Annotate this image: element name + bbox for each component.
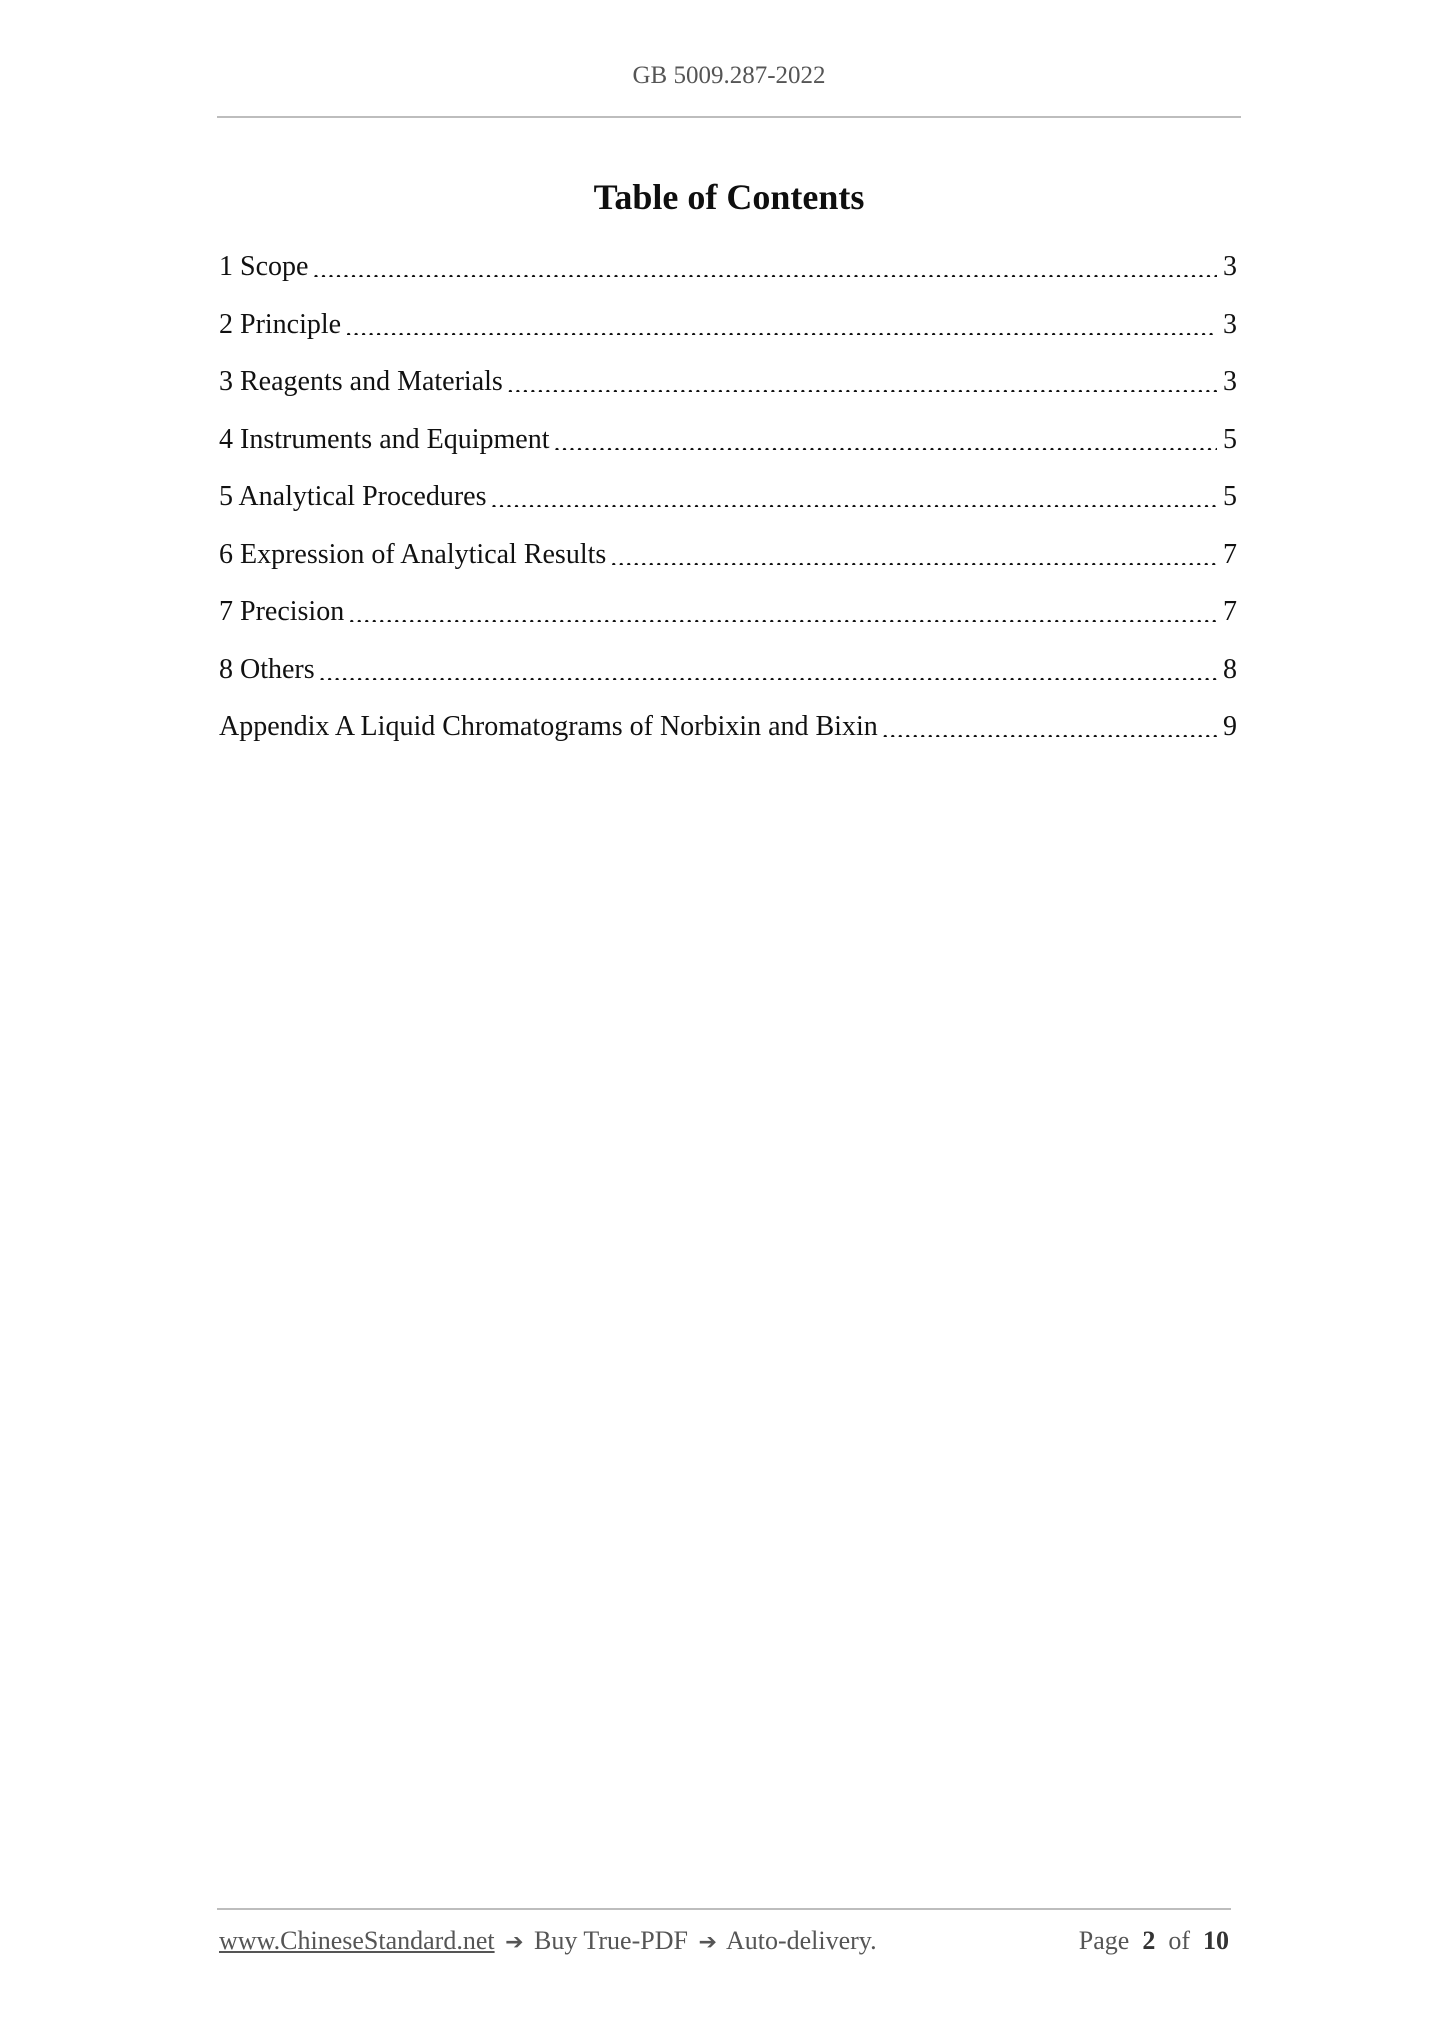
right-arrow-icon: ➔ [698,1930,717,1955]
toc-page-number: 8 [1223,653,1237,685]
toc-title: Table of Contents [593,177,865,217]
right-arrow-icon: ➔ [505,1930,524,1955]
toc-page-number: 9 [1223,711,1237,742]
toc-entry-label: Appendix A Liquid Chromatograms of Norbixin and Bixin [219,711,878,742]
toc-page-number: 3 [1223,308,1237,340]
toc-entry-label: 1 Scope [219,251,309,282]
toc-entry-principle[interactable] [219,300,1237,358]
toc-entry-label: 5 Analytical Procedures [219,481,487,512]
toc-entry-results[interactable] [219,530,1237,588]
dot-leader [490,475,1217,507]
toc-page-number: 7 [1223,538,1237,570]
toc-entry-label: 3 Reagents and Materials [219,366,503,397]
toc-entry-label: 2 Principle [219,308,342,340]
dot-leader [345,303,1217,335]
dot-leader [312,245,1217,277]
toc-entry-appendix-a[interactable] [219,702,1237,760]
toc-entry-precision[interactable] [219,587,1237,645]
toc-page-number: 5 [1223,481,1237,512]
of-word: of [1168,1926,1190,1955]
toc-page-number: 5 [1223,423,1237,455]
dot-leader [507,360,1217,392]
toc-entry-instruments[interactable] [219,415,1237,473]
total-pages-number: 10 [1203,1926,1229,1955]
toc-entry-others[interactable] [219,645,1237,703]
header-divider [217,116,1241,118]
toc-page-number: 7 [1223,596,1237,627]
dot-leader [882,705,1217,737]
toc-entry-label: 6 Expression of Analytical Results [219,538,607,570]
page-word: Page [1078,1926,1130,1955]
current-page-number: 2 [1142,1926,1156,1955]
buy-text: Buy True-PDF [534,1926,688,1955]
site-link[interactable]: www.ChineseStandard.net [219,1926,495,1955]
dot-leader [319,648,1217,680]
footer-promo [219,1926,877,1956]
running-header: GB 5009.287-2022 [632,62,826,89]
toc-page-number: 3 [1223,251,1237,282]
toc-entry-label: 8 Others [219,653,315,685]
footer-divider [217,1908,1231,1910]
page-footer [219,1926,1229,1956]
toc-entry-label: 4 Instruments and Equipment [219,423,550,455]
page-counter [1079,1926,1229,1956]
dot-leader [610,533,1217,565]
toc-entry-scope[interactable] [219,242,1237,300]
toc-entry-reagents[interactable] [219,357,1237,415]
toc-entry-label: 7 Precision [219,596,345,627]
toc-entry-procedures[interactable] [219,472,1237,530]
dot-leader [554,418,1217,450]
dot-leader [348,590,1217,622]
delivery-text: Auto-delivery. [725,1926,877,1955]
toc-page-number: 3 [1223,366,1237,397]
toc-list [219,242,1237,760]
